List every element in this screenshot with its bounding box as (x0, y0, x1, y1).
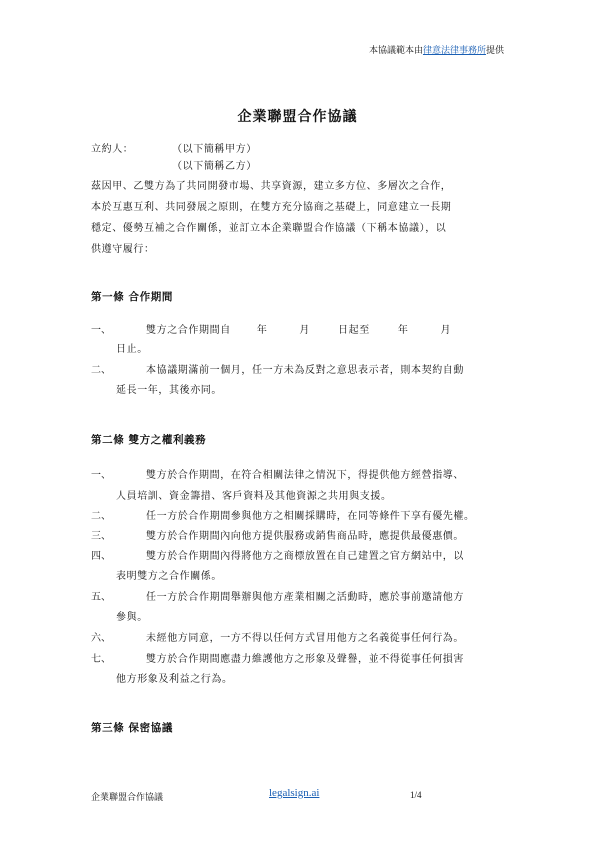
article2-item3-line1: 雙方於合作期間內向他方提供服務或銷售商品時，應提供最優惠價。 (146, 531, 464, 542)
party-b: （以下簡稱乙方） (172, 161, 257, 172)
article2-item1-line1: 雙方於合作期間，在符合相關法律之情況下，得提供他方經營指導、 (146, 470, 464, 481)
footer-site-link[interactable]: legalsign.ai (269, 787, 320, 799)
article3-heading: 第三條 保密協議 (91, 722, 173, 734)
header-note (369, 43, 504, 56)
article2-item6-line1: 未經他方同意，一方不得以任何方式冒用他方之名義從事任何行為。 (146, 633, 464, 644)
preamble-line: 茲因甲、乙雙方為了共同開發市場、共享資源，建立多方位、多層次之合作， (91, 181, 452, 192)
item-number: 五、 (91, 592, 111, 603)
footer-doc-name: 企業聯盟合作協議 (91, 793, 164, 803)
preamble-line: 供遵守履行： (91, 244, 155, 255)
preamble-line: 穩定、優勢互補之合作關係，並訂立本企業聯盟合作協議（下稱本協議），以 (91, 223, 447, 234)
article2-item1-line2: 人員培訓、資金籌措、客戶資料及其他資源之共用與支援。 (116, 491, 392, 502)
item-number: 二、 (91, 511, 111, 522)
date-text-month: 月 (440, 325, 452, 336)
item-number: 二、 (91, 365, 111, 376)
article2-item2-line1: 任一方於合作期間參與他方之相關採購時，在同等條件下享有優先權。 (146, 511, 475, 522)
date-text-start: 雙方之合作期間自 (146, 325, 231, 336)
article1-heading: 第一條 合作期間 (91, 291, 173, 303)
date-text-year: 年 (397, 325, 409, 336)
article2-item7-line1: 雙方於合作期間應盡力維護他方之形象及聲譽，並不得從事任何損害 (146, 654, 464, 665)
article2-heading: 第二條 雙方之權利義務 (91, 434, 207, 446)
article1-item2-line1: 本協議期滿前一個月，任一方未為反對之意思表示者，則本契約自動 (146, 365, 464, 376)
law-firm-link[interactable]: 律意法律事務所 (422, 46, 486, 56)
article2-item4-line2: 表明雙方之合作關係。 (116, 571, 222, 582)
item-number: 三、 (91, 531, 111, 542)
parties-label: 立約人： (91, 144, 134, 155)
header-prefix: 本協議範本由 (368, 46, 423, 56)
article2-item5-line1: 任一方於合作期間舉辦與他方產業相關之活動時，應於事前邀請他方 (146, 592, 464, 603)
footer-page-number: 1/4 (410, 790, 422, 800)
article1-item1-line2: 日止。 (116, 344, 148, 355)
item-number: 一、 (91, 325, 111, 336)
item-number: 六、 (91, 633, 111, 644)
document-title: 企業聯盟合作協議 (237, 109, 358, 125)
article1-item2-line2: 延長一年，其後亦同。 (116, 385, 222, 396)
header-suffix: 提供 (485, 46, 504, 56)
date-text-until: 日起至 (338, 325, 370, 336)
date-text-month: 月 (299, 325, 311, 336)
preamble-line: 本於互惠互利、共同發展之原則，在雙方充分協商之基礎上，同意建立一長期 (91, 202, 452, 213)
article2-item4-line1: 雙方於合作期間內得將他方之商標放置在自己建置之官方網站中，以 (146, 551, 464, 562)
item-number: 七、 (91, 654, 111, 665)
date-text-year: 年 (256, 325, 268, 336)
article1-item1-date-line (146, 321, 451, 336)
party-a: （以下簡稱甲方） (172, 144, 257, 155)
item-number: 一、 (91, 470, 111, 481)
item-number: 四、 (91, 551, 111, 562)
article2-item7-line2: 他方形象及利益之行為。 (116, 674, 233, 685)
article2-item5-line2: 參與。 (116, 612, 148, 623)
